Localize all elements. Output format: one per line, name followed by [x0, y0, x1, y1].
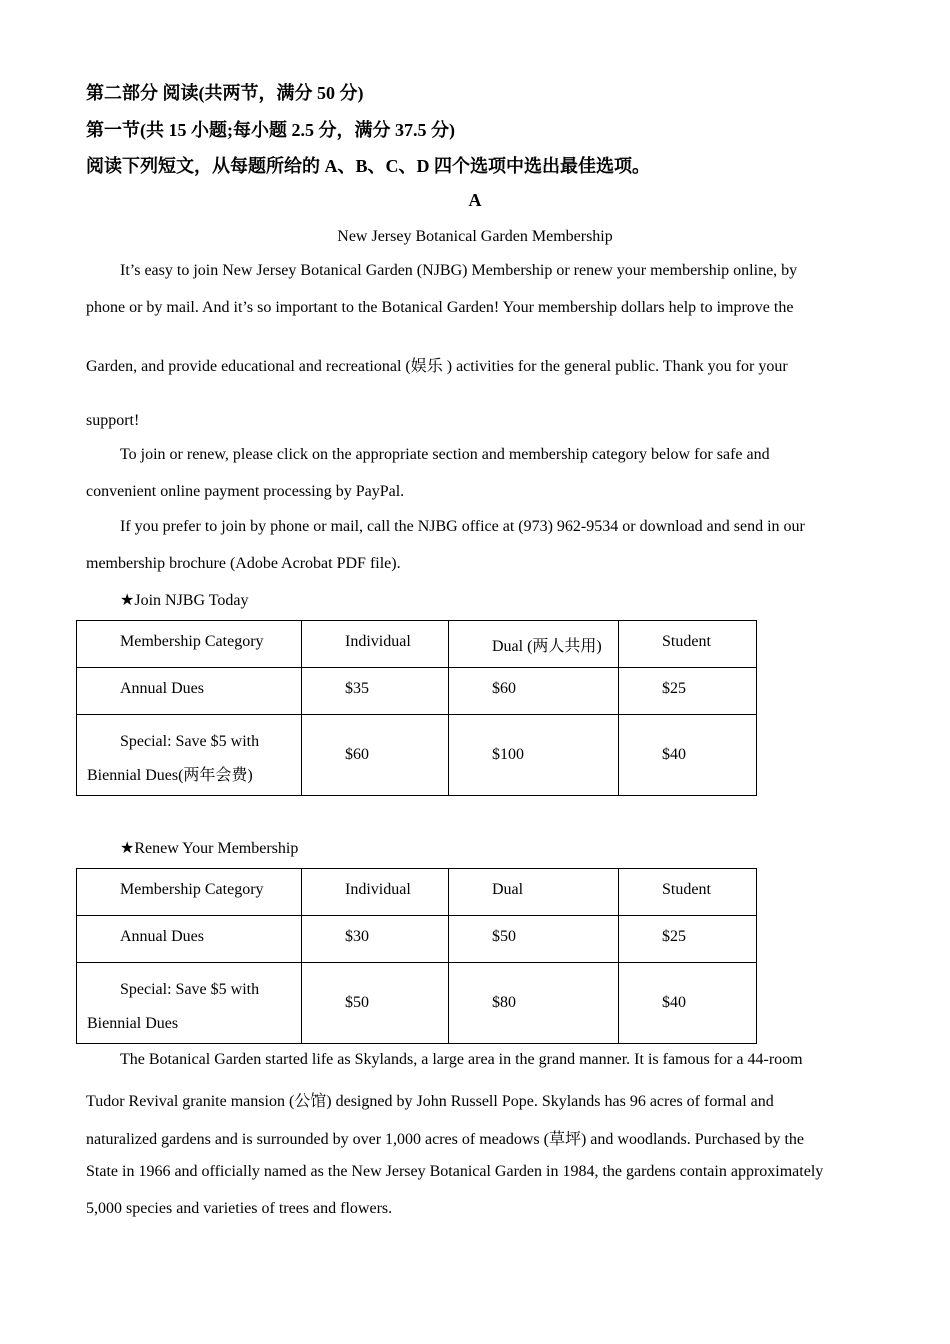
table-cell: $50	[345, 994, 369, 1011]
text-line: 5,000 species and varieties of trees and flowers.	[86, 1200, 393, 1217]
table-cell	[77, 963, 301, 1041]
instruction-text: 阅读下列短文，从每题所给的 A、B、C、D 四个选项中选出最佳选项。	[86, 156, 650, 176]
text-line: Special: Save $5 with	[120, 733, 260, 750]
table-header-cell: Individual	[345, 633, 411, 650]
table-row	[77, 963, 757, 1044]
table-cell: $100	[492, 746, 524, 763]
table-cell: Annual Dues	[120, 928, 204, 945]
table-header-cell: Dual (两人共用)	[492, 638, 602, 655]
table-cell: $40	[662, 746, 686, 763]
text-line: support!	[86, 412, 140, 429]
part-heading: 第二部分 阅读(共两节，满分 50 分)	[86, 83, 364, 103]
text-line: Biennial Dues(两年会费)	[87, 767, 253, 784]
table-cell: $40	[662, 994, 686, 1011]
join-table	[76, 620, 757, 796]
text-line: If you prefer to join by phone or mail, call the NJBG office at (973) 962-9534 or download and send in our	[120, 518, 805, 535]
text-line: Special: Save $5 with	[120, 981, 260, 998]
table-cell: $25	[662, 928, 686, 945]
table-row	[77, 668, 757, 715]
passage-label: A	[468, 190, 482, 210]
section-heading: 第一节(共 15 小题;每小题 2.5 分，满分 37.5 分)	[86, 120, 455, 140]
text-line: Tudor Revival granite mansion (公馆) designed by John Russell Pope. Skylands has 96 acres of formal and	[86, 1093, 774, 1110]
text-line: naturalized gardens and is surrounded by over 1,000 acres of meadows (草坪) and woodlands. Purchased by the	[86, 1131, 805, 1148]
renew-table	[76, 868, 757, 1044]
table-cell: Annual Dues	[120, 680, 204, 697]
table-header-cell: Membership Category	[120, 881, 264, 898]
table-header-cell: Membership Category	[120, 633, 264, 650]
table-header-cell: Dual	[492, 881, 524, 898]
table-header-cell: Student	[662, 881, 711, 898]
table-cell: $30	[345, 928, 369, 945]
text-line: To join or renew, please click on the appropriate section and membership category below for safe and	[120, 446, 770, 463]
table-cell: $80	[492, 994, 516, 1011]
table-row	[77, 715, 757, 796]
table-cell: $25	[662, 680, 686, 697]
table-cell: $60	[345, 746, 369, 763]
text-line: State in 1966 and officially named as the New Jersey Botanical Garden in 1984, the gardens contain approximately	[86, 1163, 824, 1180]
table-row	[77, 621, 757, 668]
table-cell	[77, 715, 301, 793]
table-header-cell: Student	[662, 633, 711, 650]
table-row	[77, 916, 757, 963]
text-line: The Botanical Garden started life as Skylands, a large area in the grand manner. It is famous for a 44-room	[120, 1051, 803, 1068]
text-line: membership brochure (Adobe Acrobat PDF file).	[86, 555, 401, 572]
text-line: Garden, and provide educational and recreational (娱乐 ) activities for the general public. Thank you for your	[86, 358, 788, 375]
passage-title: New Jersey Botanical Garden Membership	[337, 228, 613, 245]
table-cell: $50	[492, 928, 516, 945]
table-row	[77, 869, 757, 916]
table-cell: $35	[345, 680, 369, 697]
text-line: phone or by mail. And it’s so important to the Botanical Garden! Your membership dollars help to improve the	[86, 299, 794, 316]
text-line: convenient online payment processing by PayPal.	[86, 483, 405, 500]
text-line: Biennial Dues	[87, 1015, 179, 1032]
table-cell: $60	[492, 680, 516, 697]
join-heading: ★Join NJBG Today	[120, 592, 249, 609]
text-line: It’s easy to join New Jersey Botanical Garden (NJBG) Membership or renew your membership online, by	[120, 262, 798, 279]
renew-heading: ★Renew Your Membership	[120, 840, 299, 857]
table-header-cell: Individual	[345, 881, 411, 898]
